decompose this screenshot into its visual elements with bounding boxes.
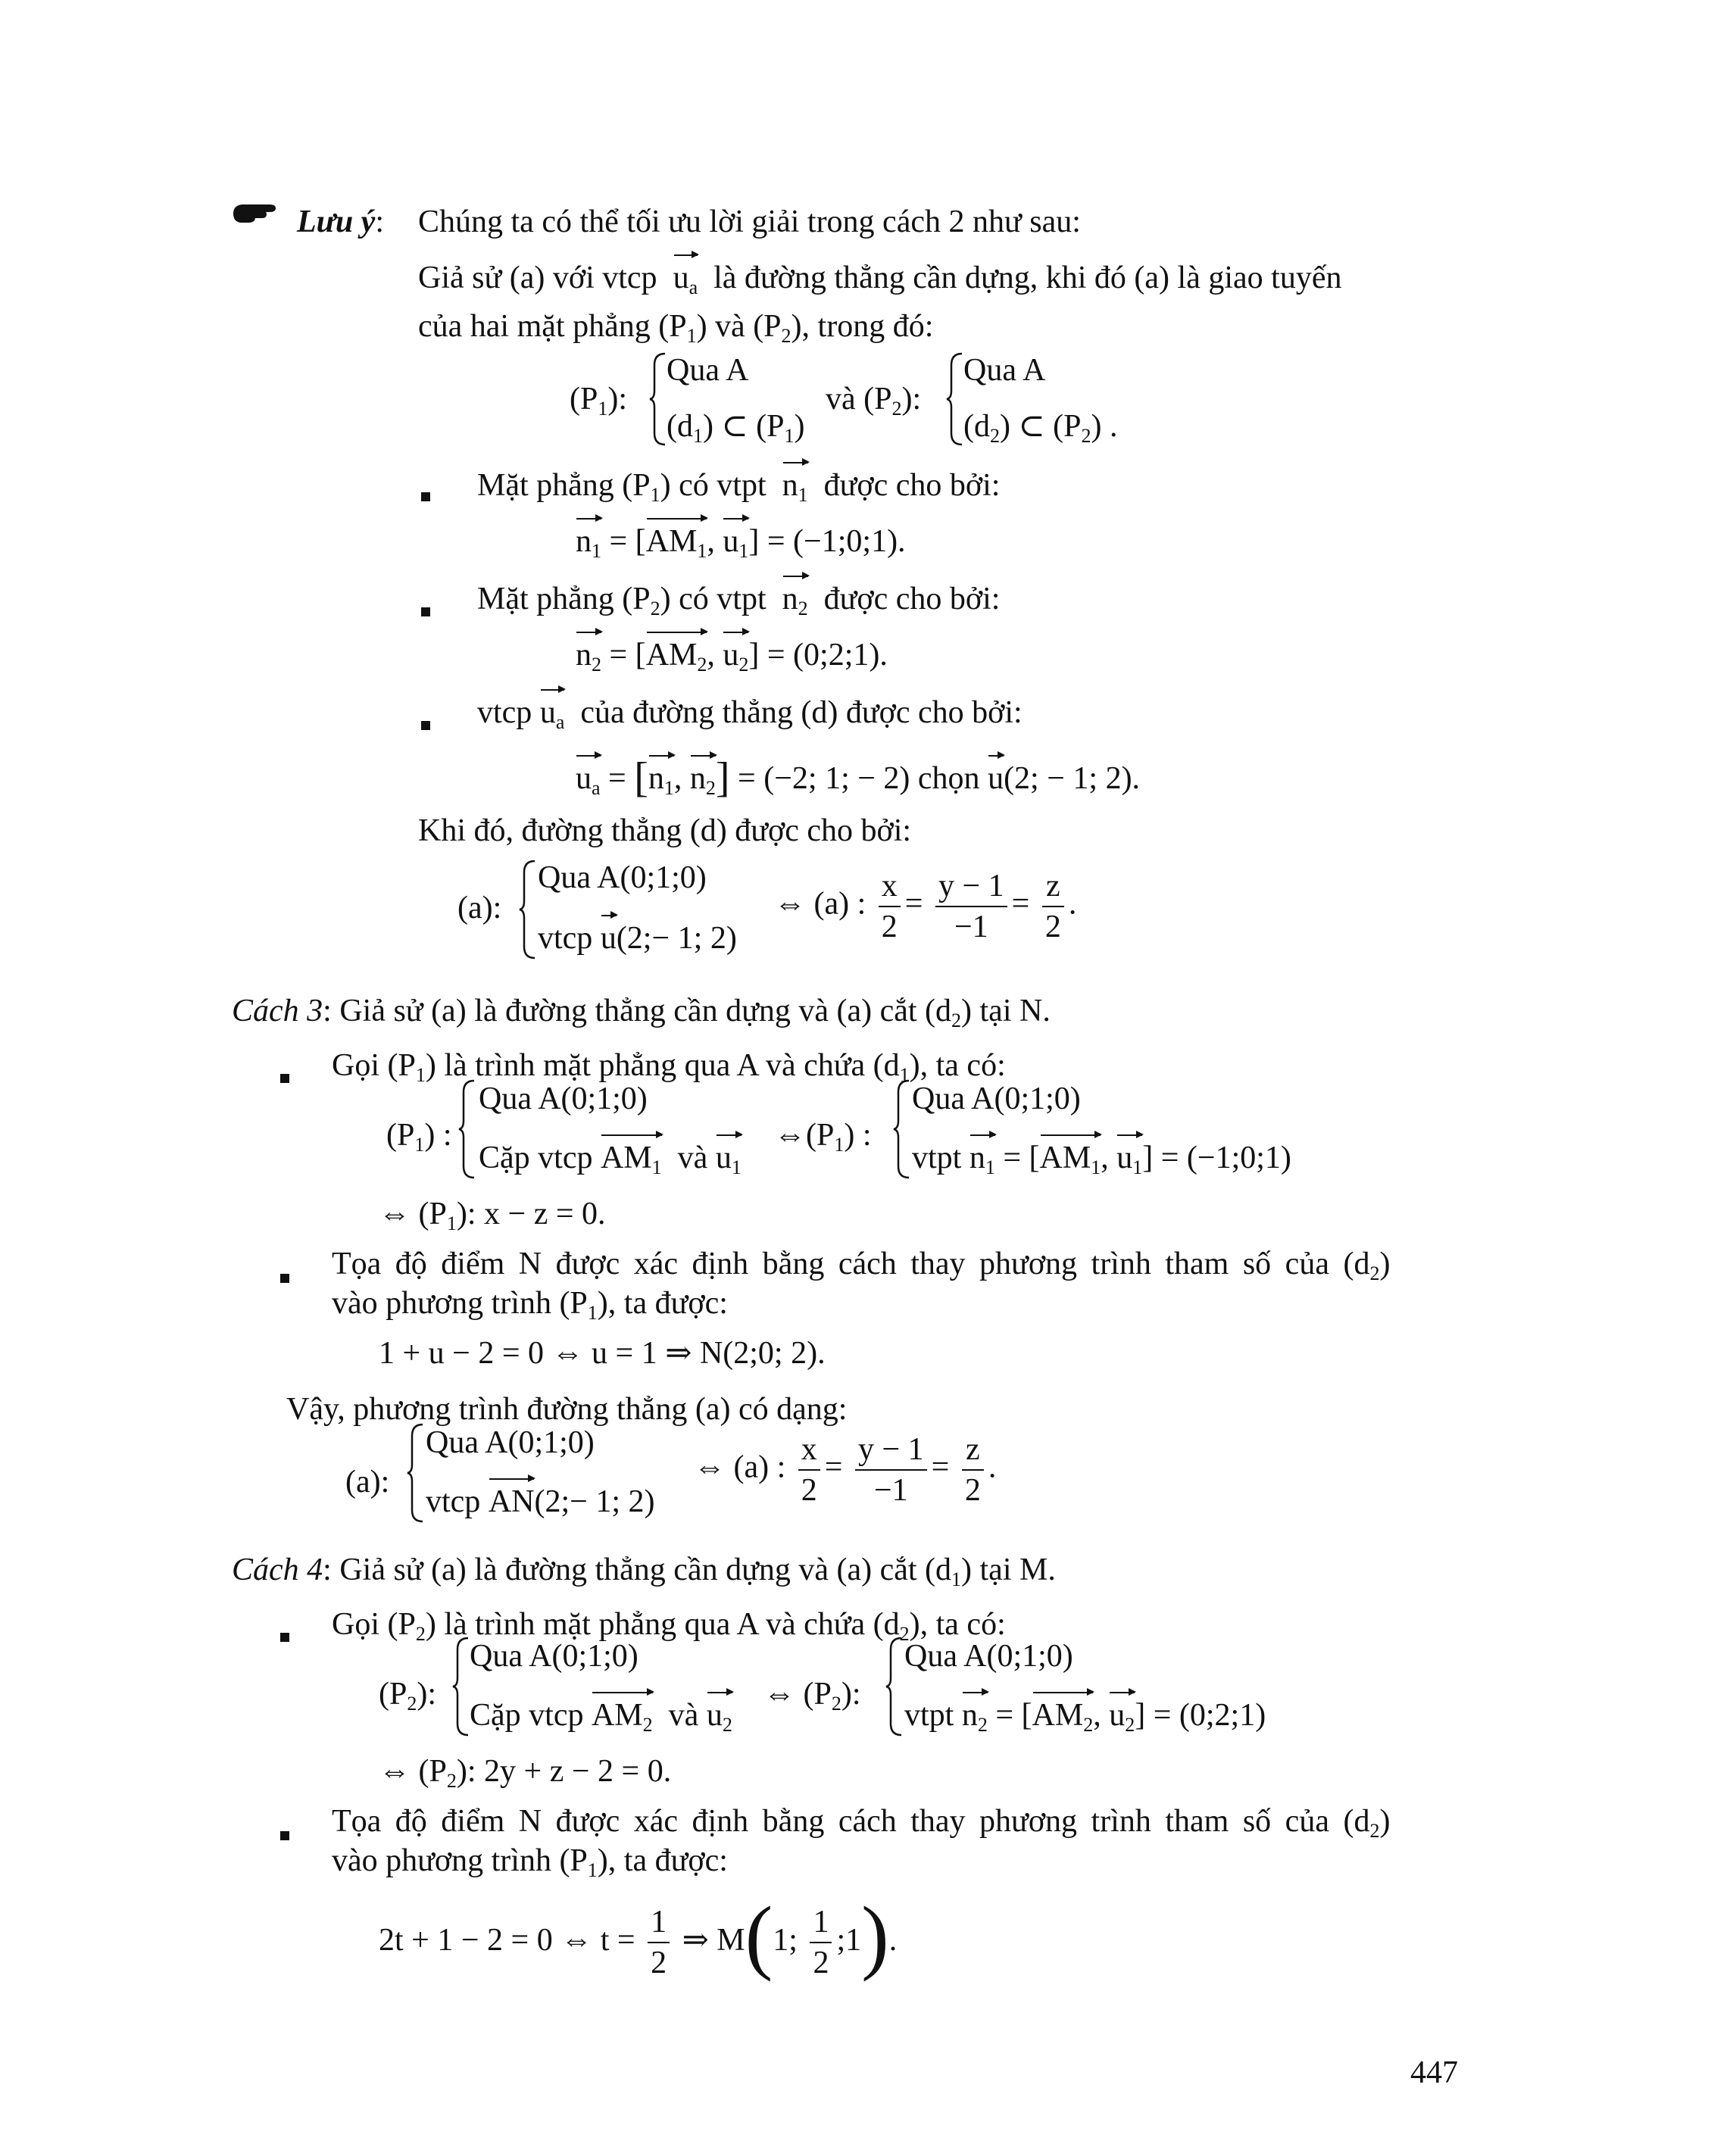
c4-vtpt: vtpt $n_2 = [AM_2$, $u_2$] = (0;2;1) bbox=[904, 1698, 1266, 1736]
sys-and: và $(P_2)$: bbox=[826, 382, 922, 420]
cach3-b1: Gọi $(P_1)$ là trình mặt phẳng qua A và chứa $(d_1)$, ta có: bbox=[332, 1048, 1006, 1086]
bullet bbox=[421, 476, 430, 513]
a-vtcp: vtcp u(2;− 1; 2) bbox=[538, 919, 737, 957]
c4-b2-line2: vào phương trình $(P_1)$, ta được: bbox=[332, 1843, 728, 1881]
c3-calc: 1 + u − 2 = 0 ⇔ u = 1 ⇒ N(2;0; 2). bbox=[379, 1336, 826, 1371]
bullet-ua-text: vtcp $u_a$ của đường thẳng (d) được cho bởi: bbox=[477, 695, 1023, 733]
brace bbox=[518, 859, 538, 960]
pointing-hand-icon bbox=[232, 195, 279, 233]
c3-qua: Qua A(0;1;0) bbox=[479, 1081, 648, 1116]
cach3-title: Cách 3: Giả sử (a) là đường thẳng cần dựng và (a) cắt $(d_2)$ tại N. bbox=[232, 994, 1051, 1031]
note-intro: Chúng ta có thể tối ưu lời giải trong cách 2 như sau: bbox=[418, 204, 1081, 239]
a-equation: ⇔ (a) : $\frac{x}{2}$ = $\frac{y - 1}{-1}$ = $\frac{z}{2}$ . bbox=[774, 869, 1077, 945]
text: ) và (P bbox=[696, 309, 782, 344]
c3-a-equation: ⇔ (a) : $\frac{x}{2}$ = $\frac{y - 1}{-1}$ = $\frac{z}{2}$ . bbox=[694, 1432, 997, 1509]
sys-p2-line1: Qua A bbox=[963, 353, 1046, 388]
brace bbox=[451, 1636, 471, 1737]
brace bbox=[885, 1636, 904, 1737]
c4-result: ⇔ $(P_2)$: 2y + z − 2 = 0. bbox=[379, 1754, 672, 1792]
brace bbox=[648, 351, 668, 447]
c4-cap: Cặp vtcp $AM_2$ và $u_2$ bbox=[470, 1698, 732, 1736]
c3-b2: Tọa độ điểm N được xác định bằng cách thay phương trình tham số của $(d_2)$ bbox=[332, 1247, 1391, 1284]
note-heading: Lưu ý: bbox=[297, 204, 384, 239]
c3-p1-label: $(P_1)$ : bbox=[386, 1118, 452, 1156]
bullet bbox=[280, 1057, 289, 1095]
note-label: Lưu ý bbox=[297, 204, 376, 239]
c3-p1-label-2: $\Leftrightarrow(P_1)$ : bbox=[774, 1118, 872, 1156]
c3-qua-2: Qua A(0;1;0) bbox=[912, 1081, 1081, 1116]
c4-qua-2: Qua A(0;1;0) bbox=[904, 1639, 1073, 1674]
c4-p2-label-2: ⇔ $(P_2)$: bbox=[763, 1677, 861, 1715]
c3-then: Vậy, phương trình đường thẳng (a) có dạng: bbox=[286, 1392, 848, 1427]
brace bbox=[406, 1422, 426, 1524]
bullet bbox=[280, 1257, 289, 1295]
n1-equation: $n_1 = [AM_1$, $u_1$] = (−1;0;1). bbox=[576, 524, 906, 562]
c3-a-label: (a): bbox=[345, 1465, 390, 1499]
text: là đường thẳng cần dựng, khi đó (a) là giao tuyến bbox=[713, 261, 1342, 295]
brace bbox=[892, 1078, 912, 1180]
bullet-n2-text: Mặt phẳng $(P_2)$ có vtpt $n_2$ được cho bởi: bbox=[477, 582, 1001, 619]
brace bbox=[457, 1078, 477, 1180]
vector-ua: $u_a$ bbox=[673, 261, 698, 298]
cach4-title: Cách 4: Giả sử (a) là đường thẳng cần dựng và (a) cắt $(d_1)$ tại M. bbox=[232, 1553, 1056, 1590]
a-label: (a): bbox=[457, 891, 502, 925]
c4-b2: Tọa độ điểm N được xác định bằng cách thay phương trình tham số của $(d_2)$ bbox=[332, 1804, 1391, 1842]
c3-a-vtcp: vtcp AN(2;− 1; 2) bbox=[426, 1483, 654, 1521]
sys-p2-line2: $(d_2)$ ⊂ $(P_2)$ . bbox=[963, 409, 1118, 447]
text: ), trong đó: bbox=[791, 309, 934, 344]
bullet bbox=[280, 1616, 289, 1654]
note-then: Khi đó, đường thẳng (d) được cho bởi: bbox=[418, 813, 912, 848]
bullet bbox=[280, 1815, 289, 1852]
cach4-b1: Gọi $(P_2)$ là trình mặt phẳng qua A và chứa $(d_2)$, ta có: bbox=[332, 1607, 1006, 1645]
a-qua: Qua A(0;1;0) bbox=[538, 860, 707, 895]
bullet bbox=[421, 591, 430, 629]
c3-cap: Cặp vtcp $AM_1$ và $u_1$ bbox=[479, 1141, 742, 1178]
c3-a-qua: Qua A(0;1;0) bbox=[426, 1425, 595, 1460]
note-line-2: của hai mặt phẳng $(P_1)$ và $(P_2)$, trong đó: bbox=[418, 309, 934, 347]
c3-vtpt: vtpt $n_1 = [AM_1$, $u_1$] = (−1;0;1) bbox=[912, 1141, 1291, 1178]
sys-p1-line1: Qua A bbox=[667, 353, 749, 388]
c4-qua: Qua A(0;1;0) bbox=[470, 1639, 639, 1674]
note-line-1 bbox=[418, 259, 1341, 297]
c4-calc: 2t + 1 − 2 = 0 ⇔ t = $\frac{1}{2}$ ⇒ M(1; $\frac{1}{2}$ ;1). bbox=[379, 1890, 898, 1982]
c4-p2-label: $(P_2)$: bbox=[379, 1677, 437, 1715]
text: của hai mặt phẳng (P bbox=[418, 309, 687, 344]
bullet bbox=[421, 704, 430, 742]
n2-equation: $n_2 = [AM_2$, $u_2$] = (0;2;1). bbox=[576, 638, 888, 676]
text: Giả sử (a) với vtcp bbox=[418, 261, 657, 295]
system-p1-label: $(P_1)$: bbox=[570, 382, 628, 420]
c3-b2-line2: vào phương trình $(P_1)$, ta được: bbox=[332, 1286, 728, 1324]
page-number: 447 bbox=[1410, 2055, 1458, 2090]
bullet-n1-text: Mặt phẳng $(P_1)$ có vtpt $n_1$ được cho bởi: bbox=[477, 468, 1001, 506]
brace bbox=[945, 351, 965, 447]
sys-p1-line2: $(d_1)$ ⊂ $(P_1)$ bbox=[667, 409, 805, 447]
ua-equation: $u_a = [n_1$, $n_2] = (-2$; 1; − 2) chọn u(2; − 1; 2). bbox=[576, 754, 1141, 801]
c3-result: ⇔ $(P_1)$: x − z = 0. bbox=[379, 1197, 606, 1234]
